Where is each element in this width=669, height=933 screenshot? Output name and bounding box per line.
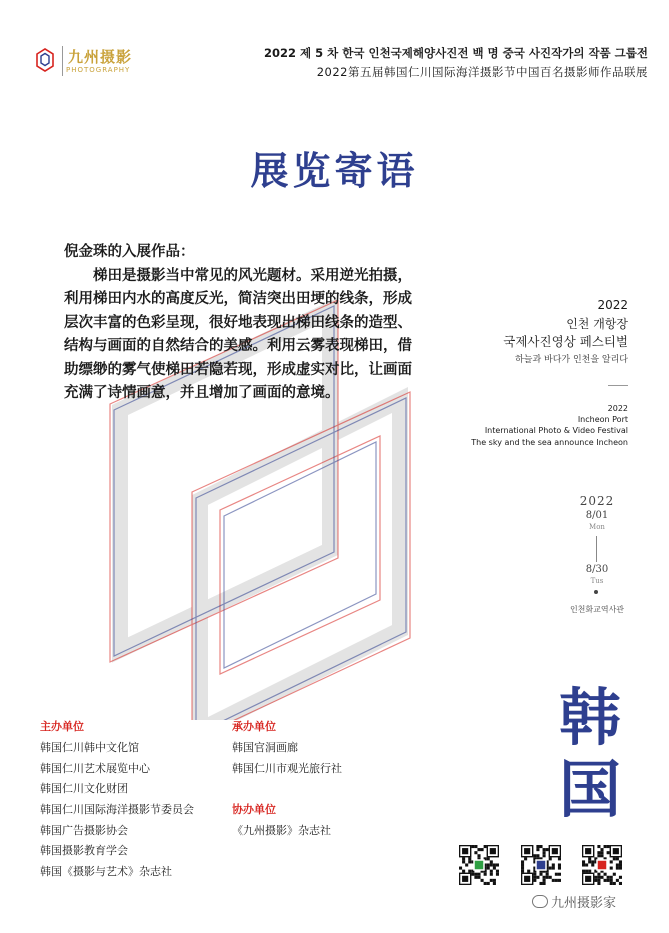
date-start: 8/01 [585, 510, 609, 521]
festival-slogan-ko: 하늘과 바다가 인천을 알리다 [515, 355, 628, 365]
list-item: 韩国广告摄影协会 [40, 823, 128, 837]
wechat-icon [532, 895, 548, 908]
page-title: 展览寄语 [250, 148, 419, 193]
list-item: 韩国摄影教育学会 [40, 844, 128, 858]
date-end-weekday: Tus [590, 577, 604, 585]
festival-slogan-en: The sky and the sea announce Incheon [471, 438, 628, 447]
date-start-weekday: Mon [589, 523, 605, 531]
venue: 인천화교역사관 [569, 605, 625, 614]
festival-name-ko-2: 국제사진영상 페스티벌 [503, 334, 628, 349]
co-organizer-heading: 协办单位 [232, 803, 276, 816]
qr-code-icon [582, 845, 622, 885]
watermark-text: 九州摄影家 [551, 896, 617, 911]
organizer-heading: 承办单位 [232, 720, 276, 733]
logo-divider [62, 46, 63, 76]
organizer-list [232, 739, 342, 780]
list-item: 韩国仁川艺术展览中心 [40, 761, 150, 775]
info-divider [608, 385, 628, 386]
qr-code-icon [521, 845, 561, 885]
logo-mark-icon [34, 46, 56, 72]
festival-name-ko-1: 인천 개항장 [566, 317, 628, 331]
list-item: 韩国仁川韩中文化馆 [40, 741, 139, 754]
header-chinese-line: 2022第五届韩国仁川国际海洋摄影节中国百名摄影师作品联展 [316, 65, 648, 79]
festival-year-ko: 2022 [597, 298, 628, 312]
list-item: 韩国仁川国际海洋摄影节委员会 [40, 803, 194, 817]
festival-name-en-1: Incheon Port [577, 415, 628, 424]
date-range-line [596, 536, 597, 562]
list-item: 韩国仁川市观光旅行社 [232, 761, 342, 775]
co-organizer-list [232, 822, 331, 838]
festival-name-en-2: International Photo & Video Festival [484, 426, 628, 435]
statement-paragraph: 梯田是摄影当中常见的风光题材。采用逆光拍摄，利用梯田内水的高度反光，简洁突出田埂的线条，形成层次丰富的色彩呈现，很好地表现出梯田线条的造型、结构与画面的自然结合的美感。利用云雾表现梯田，借助缥缈的雾气使梯田若隐若现，形成虚实对比，让画面充满了诗情画意，并且增加了画面的意境。 [64, 266, 412, 401]
list-item: 韩国官洞画廊 [232, 741, 298, 754]
host-list [40, 739, 194, 884]
list-item: 韩国仁川文化财团 [40, 782, 128, 796]
statement-heading: 倪金珠的入展作品： [64, 243, 195, 260]
logo-text: 九州摄影 [68, 48, 133, 66]
korea-char-2: 国 [558, 753, 621, 826]
list-item: 韩国《摄影与艺术》杂志社 [40, 865, 172, 879]
host-heading: 主办单位 [40, 720, 84, 733]
date-year: 2022 [579, 494, 615, 508]
watermark [532, 892, 616, 911]
date-dot [594, 590, 598, 594]
logo-subtext: PHOTOGRAPHY [66, 66, 131, 74]
exhibition-statement [64, 240, 422, 405]
date-end: 8/30 [585, 564, 609, 575]
korea-char-1: 韩 [558, 681, 621, 754]
qr-code-icon [459, 845, 499, 885]
header-korean-line: 2022 제 5 차 한국 인천국제해양사진전 백 명 중국 사진작가의 작품 그룹전 [264, 46, 648, 60]
festival-year-en: 2022 [607, 404, 628, 413]
list-item: 《九州摄影》杂志社 [232, 824, 331, 837]
